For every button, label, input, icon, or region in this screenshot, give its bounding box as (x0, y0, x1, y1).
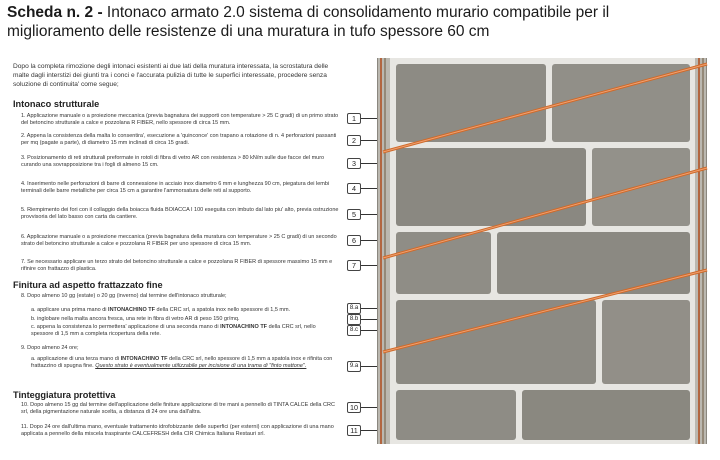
callout-2: 2 (347, 135, 361, 146)
callout-3: 3 (347, 158, 361, 169)
step-8a-text-post: della CRC srl, a spatola inox nello spessore di 1,5 mm. (155, 307, 291, 313)
step-5: 5. Riempimento dei fori con il collaggio della boiacca fluida BOIACCA I 100 eseguita con imbuto dal lato piu' alto, previa ostruzione provvisoria del lato basso con carta da cantiere. (21, 207, 339, 221)
step-9a-text-pre: a. applicazione di una terza mano di (31, 356, 121, 362)
callout-11: 11 (347, 425, 361, 436)
step-8c-text-post: della CRC srl, nello spessore di 1,5 mm a completa ricopertura della rete. (31, 324, 316, 338)
step-6: 6. Applicazione manuale o a proiezione meccanica (previa bagnatura della muratura con temperature > 25 C gradi) di un secondo strato del betoncino strutturale a calce e pozzolana R FIBER per uno spessore di circa 15 mm. (21, 234, 337, 248)
step-4: 4. Inserimento nelle perforazioni di barre di connessione in acciaio inox diametro 6 mm e lunghezza 90 cm, piegatura dei lembi terminali delle barre metalliche per circa 15 cm a garantire l'ammorsatura delle reti al supporto. (21, 181, 330, 195)
step-8a-text-pre: a. applicare una prima mano di (31, 307, 109, 313)
step-9a-product: INTONACHINO TF (120, 356, 168, 362)
step-8a-product: INTONACHINO TF (108, 307, 155, 313)
connector-bar-middle-highlight (383, 168, 707, 258)
callout-8a: 8.a (347, 303, 361, 314)
step-7: 7. Se necessario applicare un terzo strato del betoncino strutturale a calce e pozzolana R FIBER di spessore massimo 15 mm e rifinire con frattazzo di plastica. (21, 259, 333, 273)
step-8: 8. Dopo almeno 10 gg (estate) o 20 gg (inverno) dal termine dell'intonaco strutturale; (21, 293, 227, 299)
step-11: 11. Dopo 24 ore dall'ultima mano, eventuale trattamento idrofobizzante delle superfici (per esterni) con applicazione di una mano applicata a pennello della miscela traspirante CALCEFRESH della CIR Chimica Italiana Restauri srl. (21, 424, 334, 438)
callout-4: 4 (347, 183, 361, 194)
connector-bar-upper-highlight (383, 64, 707, 152)
callout-1: 1 (347, 113, 361, 124)
callout-5: 5 (347, 209, 361, 220)
step-8b: b. inglobare nella malta ancora fresca, una rete in fibra di vetro AR di peso 150 gr/mq. (31, 316, 240, 322)
heading-intonaco-strutturale: Intonaco strutturale (13, 99, 100, 109)
sheet-label: Scheda n. 2 - (7, 4, 103, 21)
sheet-title: Intonaco armato 2.0 sistema di consolidamento murario compatibile per il miglioramento delle resistenze di una muratura in tufo spessore 60 cm (7, 4, 610, 40)
step-8c-product: INTONACHINO TF (220, 324, 268, 330)
callout-9a: 9.a (347, 361, 361, 372)
connector-bar-lower-highlight (383, 270, 707, 352)
callout-7: 7 (347, 260, 361, 271)
step-9a-note: Questo strato è eventualmente utilizzabile per incisione di una trama di "finto mattone". (95, 363, 307, 370)
step-1: 1. Applicazione manuale o a proiezione meccanica (previa bagnatura dei supporti con temperature > 25 C gradi) di un primo strato del betoncino strutturale a calce e pozzolana R FIBER, nello spessore di circa 15 mm. (21, 113, 339, 127)
callout-8b: 8.b (347, 314, 361, 325)
step-9a-text-post: della CRC srl, nello spessore di 1,5 mm a spatola inox e rifinita con frattazzino di spugna fine. (31, 356, 333, 370)
intro-paragraph: Dopo la completa rimozione degli intonaci esistenti ai due lati della muratura interessata, la scrostatura delle malte dagli interstizi dei giunti tra i conci e l'accurata pulizia di tutte le superfici interessate, procedere senza soluzione di continuita' come segue; (13, 63, 329, 88)
heading-finitura: Finitura ad aspetto frattazzato fine (13, 280, 163, 290)
callout-8c: 8.c (347, 325, 361, 336)
heading-tinteggiatura: Tinteggiatura protettiva (13, 390, 116, 400)
step-10: 10. Dopo almeno 15 gg dal termine dell'applicazione delle finiture applicazione di tre mani a pennello di TINTA CALCE della CRC srl, della pigmentazione naturale scelta, a distanza di 24 ore una dall'altra. (21, 402, 335, 416)
step-2: 2. Appena la consistenza della malta lo consentira', esecuzione a 'quinconce' con trapano a rotazione di n. 4 perforazioni passanti per mq (pagate a parte), di diametro 15 mm inclinati di circa 15 gradi. (21, 133, 337, 147)
callout-6: 6 (347, 235, 361, 246)
callout-10: 10 (347, 402, 361, 413)
step-8c-text-pre: c. appena la consistenza lo permettera' applicazione di una seconda mano di (31, 324, 221, 330)
step-3: 3. Posizionamento di reti strutturali preformate in rotoli di fibra di vetro AR con resistenza > 80 kN/m sulle due facce del muro curando una sovrapposizione tra i fogli di almeno 15 cm. (21, 155, 325, 169)
step-9: 9. Dopo almeno 24 ore; (21, 345, 79, 351)
